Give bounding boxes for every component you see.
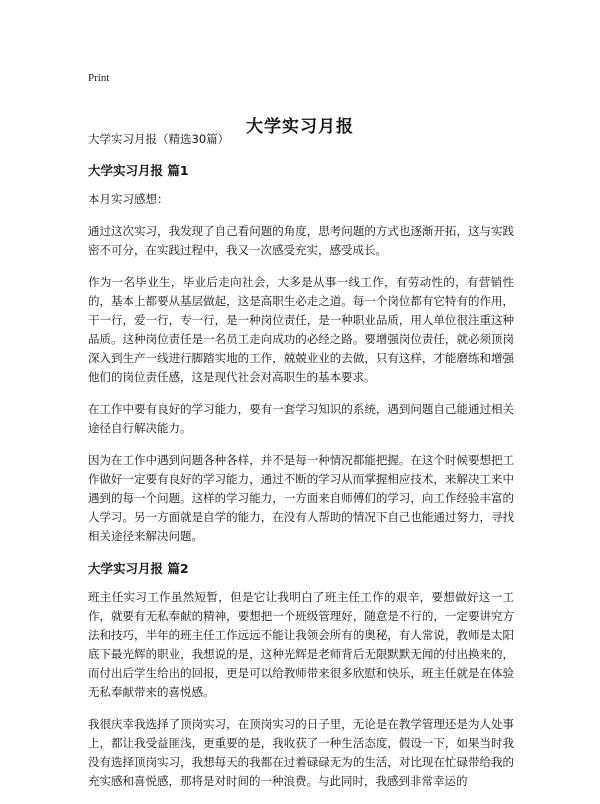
document-body bbox=[88, 131, 514, 804]
section-heading: 大学实习月报 篇1 bbox=[88, 163, 189, 178]
paragraph: 本月实习感想： bbox=[88, 192, 169, 206]
paragraph: 作为一名毕业生，毕业后走向社会，大多是从事一线工作，有劳动性的，有营销性的，基本上都要从基层做起，这是高职生必走之道。每一个岗位都有它特有的作用，干一行，爱一行，专一行，是一种岗位责任，是一种职业品质，用人单位很注重这种品质。这种岗位责任是一名员工走向成功的必经之路。要增强岗位责任，就必须顶岗深入到生产一线进行脚踏实地的工作，兢兢业业的去做，只有这样，才能磨练和增强他们的岗位责任感，这是现代社会对高职生的基本要求。 bbox=[88, 275, 514, 384]
paragraph: 班主任实习工作虽然短暂，但是它让我明白了班主任工作的艰辛，要想做好这一工作，就要有无私奉献的精神，要想把一个班级管理好，随意是不行的，一定要讲究方法和技巧，半年的班主任工作远远不能让我领会所有的奥秘，有人常说，教师是太阳底下最光辉的职业，我想说的是，这种光辉是老师背后无限默默无闻的付出换来的，而付出后学生给出的回报，更是可以给教师带来很多欣慰和快乐，班主任就是在体验无私奉献带来的喜悦感。 bbox=[88, 590, 514, 699]
paragraph: 我很庆幸我选择了顶岗实习，在顶岗实习的日子里，无论是在教学管理还是为人处事上，都让我受益匪浅，更重要的是，我收获了一种生活态度，假设一下，如果当时我没有选择顶岗实习，我想每天的我都在过着碌碌无为的生活，对比现在忙碌带给我的充实感和喜悦感，那将是对时间的一种浪费。与此同时，我感到非常幸运的 bbox=[88, 717, 514, 788]
document-subtitle: 大学实习月报（精选30篇） bbox=[88, 132, 230, 146]
paragraph: 在工作中要有良好的学习能力，要有一套学习知识的系统，遇到问题自己能通过相关途径自行解决能力。 bbox=[88, 402, 514, 435]
section-1 bbox=[88, 161, 514, 546]
section-heading: 大学实习月报 篇2 bbox=[88, 561, 189, 576]
section-2 bbox=[88, 559, 514, 791]
paragraph: 因为在工作中遇到问题各种各样，并不是每一种情况都能把握。在这个时候要想把工作做好一定要有良好的学习能力，通过不断的学习从而掌握相应技术，来解决工来中遇到的每一个问题。这样的学习能力，一方面来自师傅们的学习，向工作经验丰富的人学习。另一方面就是自学的能力，在没有人帮助的情况下自己也能通过努力，寻找相关途径来解决问题。 bbox=[88, 453, 514, 543]
page-title: 大学实习月报 bbox=[246, 117, 354, 138]
paragraph: 通过这次实习，我发现了自己看问题的角度，思考问题的方式也逐渐开拓，这与实践密不可分，在实践过程中，我又一次感受充实，感受成长。 bbox=[88, 224, 514, 257]
print-link[interactable]: Print bbox=[88, 72, 110, 84]
